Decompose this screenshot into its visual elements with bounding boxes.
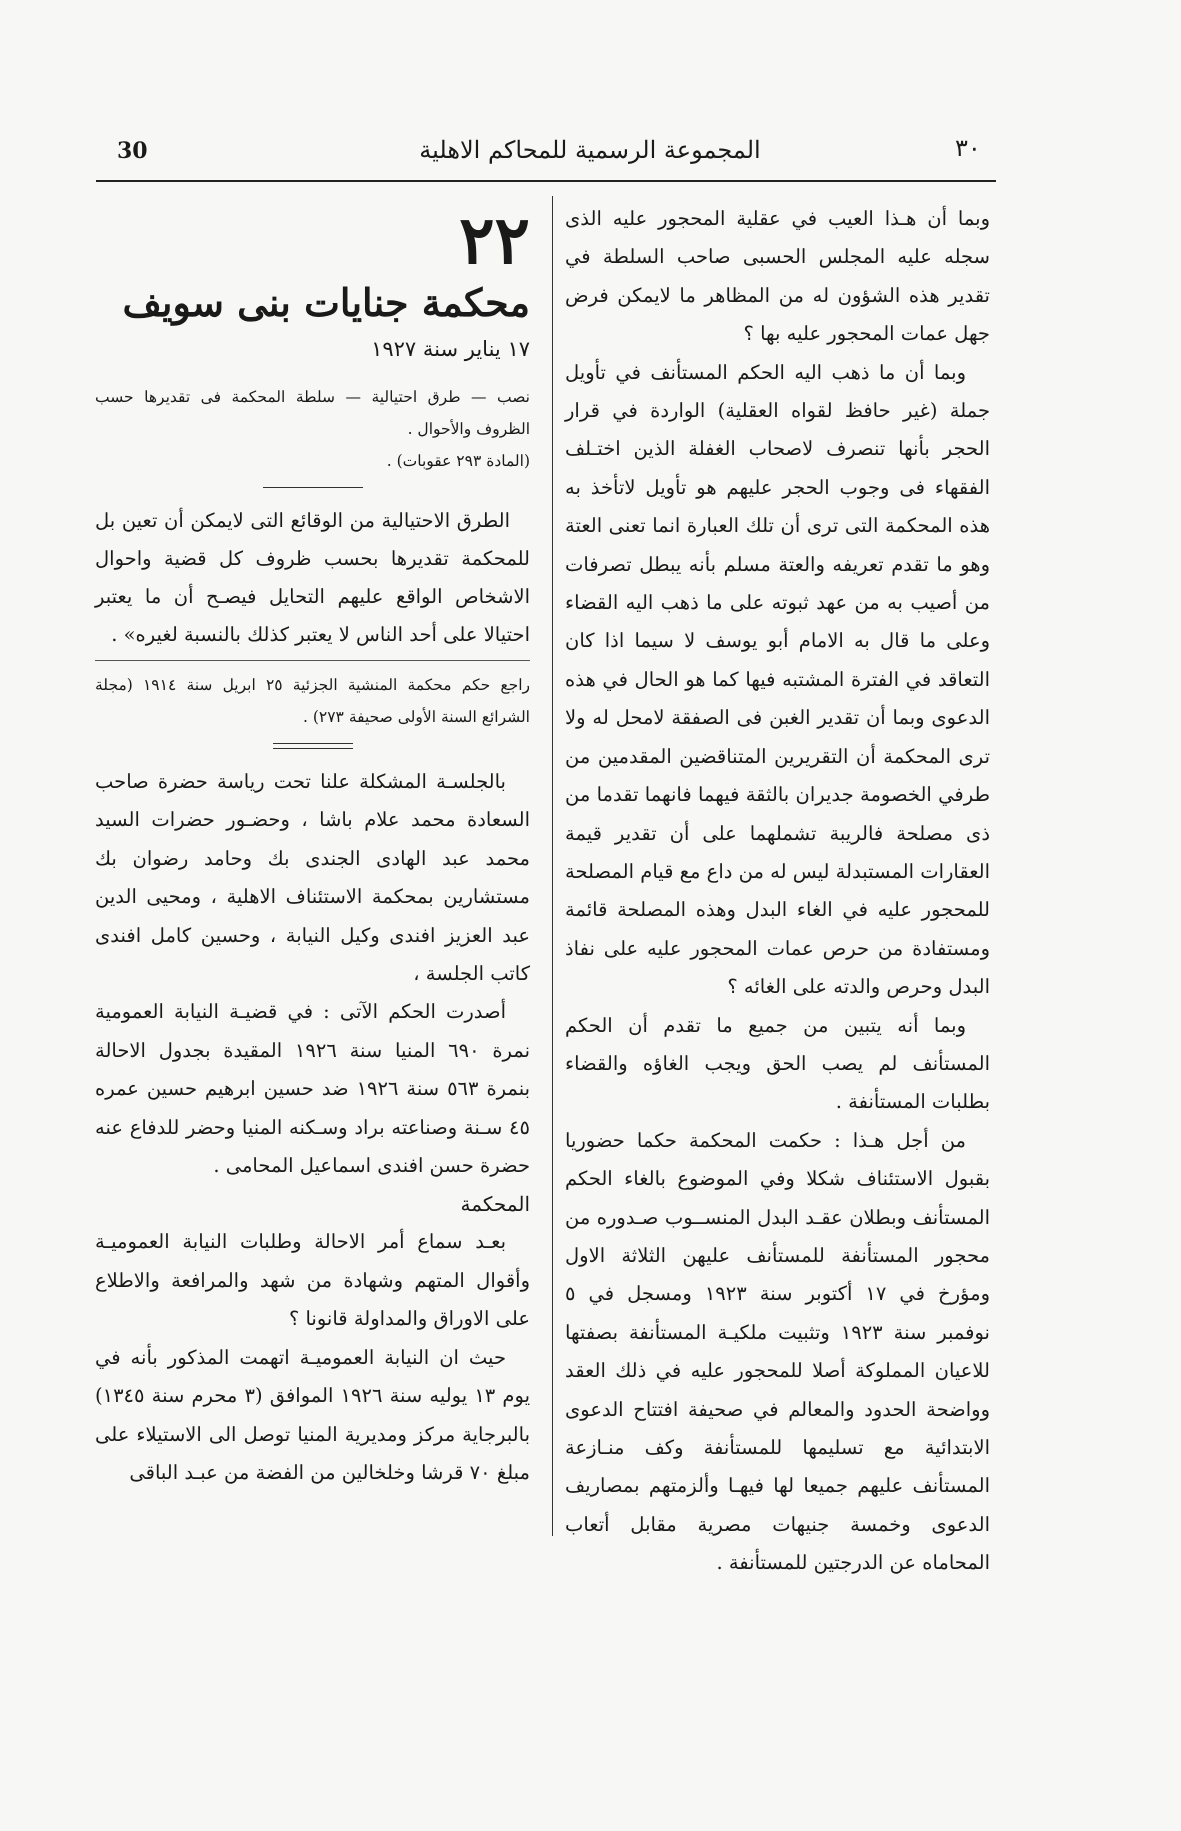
case-number: ٢٢ (459, 201, 530, 279)
case-reference: راجع حكم محكمة المنشية الجزئية ٢٥ ابريل سنة ١٩١٤ (مجلة الشرائع السنة الأولى صحيفة ٢٧٣) . (95, 660, 530, 733)
article-reference: (المادة ٢٩٣ عقوبات) . (386, 452, 530, 470)
page-number-arabic: ٣٠ (955, 134, 981, 162)
case-date: ١٧ يناير سنة ١٩٢٧ (371, 337, 530, 361)
left-column (95, 201, 531, 1492)
paragraph: وبما أن هـذا العيب في عقلية المحجور عليه الذى سجله عليه المجلس الحسبى صاحب السلطة في تقدير هذه الشؤون له من المظاهر ما لايمكن فرض جهل عمات المحجور عليه بها ؟ (565, 207, 990, 346)
paragraph: حيث ان النيابة العموميـة اتهمت المذكور بأنه في يوم ١٣ يوليه سنة ١٩٢٦ الموافق (٣ محرم سنة ١٣٤٥) بالبرجاية مركز ومديرية المنيا توصل الى الاستيلاء على مبلغ ٧٠ قرشا وخلخالين من الفضة من عبـد الباقى (95, 1345, 530, 1484)
paragraph: بالجلسـة المشكلة علنا تحت رياسة حضرة صاحب السعادة محمد علام باشا ، وحضـور حضرات السيد محمد عبد الهادى الجندى بك وحامد رضوان بك مستشارين بمحكمة الاستئناف الاهلية ، ومحيى الدين عبد العزيز افندى وكيل النيابة ، وحسين كامل افندى كاتب الجلسة ، (95, 770, 530, 986)
page-number-latin: 30 (117, 138, 148, 164)
paragraph: أصدرت الحكم الآتى : في قضيـة النيابة العمومية نمرة ٦٩٠ المنيا سنة ١٩٢٦ المقيدة بجدول الاحالة بنمرة ٥٦٣ سنة ١٩٢٦ ضد حسين ابرهيم حسين عمره ٤٥ سـنة وصناعته براد وسـكنه المنيا وحضر للدفاع عنه حضرة حسن افندى اسماعيل المحامى . (95, 1000, 531, 1178)
paragraph: وبما أنه يتبين من جميع ما تقدم أن الحكم المستأنف لم يصب الحق ويجب الغاؤه والقضاء بطلبات المستأنفة . (565, 1013, 990, 1114)
right-column (565, 200, 990, 1583)
running-title: المجموعة الرسمية للمحاكم الاهلية (419, 136, 761, 164)
paragraph: من أجل هـذا : حكمت المحكمة حكما حضوريا بقبول الاستئناف شكلا وفي الموضوع بالغاء الحكم المستأنف وبطلان عقـد البدل المنســوب صـدوره من محجور المستأنفة للمستأنف عليهن الثلاثة الاول ومؤرخ في ١٧ أكتوبر سنة ١٩٢٣ ومسجل في ٥ نوفمبر سنة ١٩٢٣ وتثبيت ملكيـة المستأنفة بصفتها للاعيان المملوكة أصلا للمحجور عليه في ذلك العقد وواضحة الحدود والمعالم في صحيفة افتتاح الدعوى الابتدائية مع تسليمها للمستأنفة وكف منـازعة المستأنف عليهم جميعا لها فيهـا وألزمتهم بمصاريف الدعوى وخمسة جنيهات مصرية مقابل أتعاب المحاماه عن الدرجتين للمستأنفة . (565, 1128, 990, 1575)
paragraph: بعـد سماع أمر الاحالة وطلبات النيابة العموميـة وأقوال المتهم وشهادة من شهد والمرافعة والاطلاع على الاوراق والمداولة قانونا ؟ (95, 1230, 530, 1331)
double-rule (273, 743, 353, 749)
column-divider (552, 196, 553, 1536)
paragraph: وبما أن ما ذهب اليه الحكم المستأنف في تأويل جملة (غير حافظ لقواه العقلية) الواردة في قرار الحجر بأنها تنصرف لاصحاب الغفلة الذين اختـلف الفقهاء فى وجوب الحجر عليهم هو تأويل لاتأخذ به هذه المحكمة التى ترى أن تلك العبارة انما تعنى العتة وهو ما تقدم تعريفه والعتة مسلم بأنه يبطل تصرفات من أصيب به من عهد ثبوته على ما ذهب اليه القضاء وعلى ما قال به الامام أبو يوسف لا سيما اذا كان التعاقد في الفترة المشتبه فيها كما هو الحال في هذه الدعوى وبما أن تقدير الغبن فى الصفقة لامحل له ولا ترى المحكمة أن التقريرين المتناقضين المقدمين من طرفي الخصومة جديران بالثقة فيهما فانهما تقدما من ذى مصلحة فالريبة تشملهما على أن تقدير قيمة العقارات المستبدلة ليس له من داع مع قيام المصلحة للمحجور عليه في الغاء البدل وهذه المصلحة قائمة ومستفادة من حرص عمات المحجور عليه على نفاذ البدل وحرص والدته على الغائه ؟ (565, 360, 990, 999)
court-name: محكمة جنايات بنى سويف (122, 280, 530, 325)
keywords: نصب — طرق احتيالية — سلطة المحكمة فى تقديرها حسب الظروف والأحوال . (95, 388, 530, 438)
legal-principle: الطرق الاحتيالية من الوقائع التى لايمكن أن تعين بل للمحكمة تقديرها بحسب ظروف كل قضية واحوال الاشخاص الواقع عليهم التحايل فيصـح أن ما يعتبر احتيالا على أحد الناس لا يعتبر كذلك بالنسبة لغيره» . (95, 509, 530, 646)
section-heading: المحكمة (460, 1192, 530, 1217)
header-rule (96, 180, 996, 182)
section-rule (263, 487, 363, 488)
